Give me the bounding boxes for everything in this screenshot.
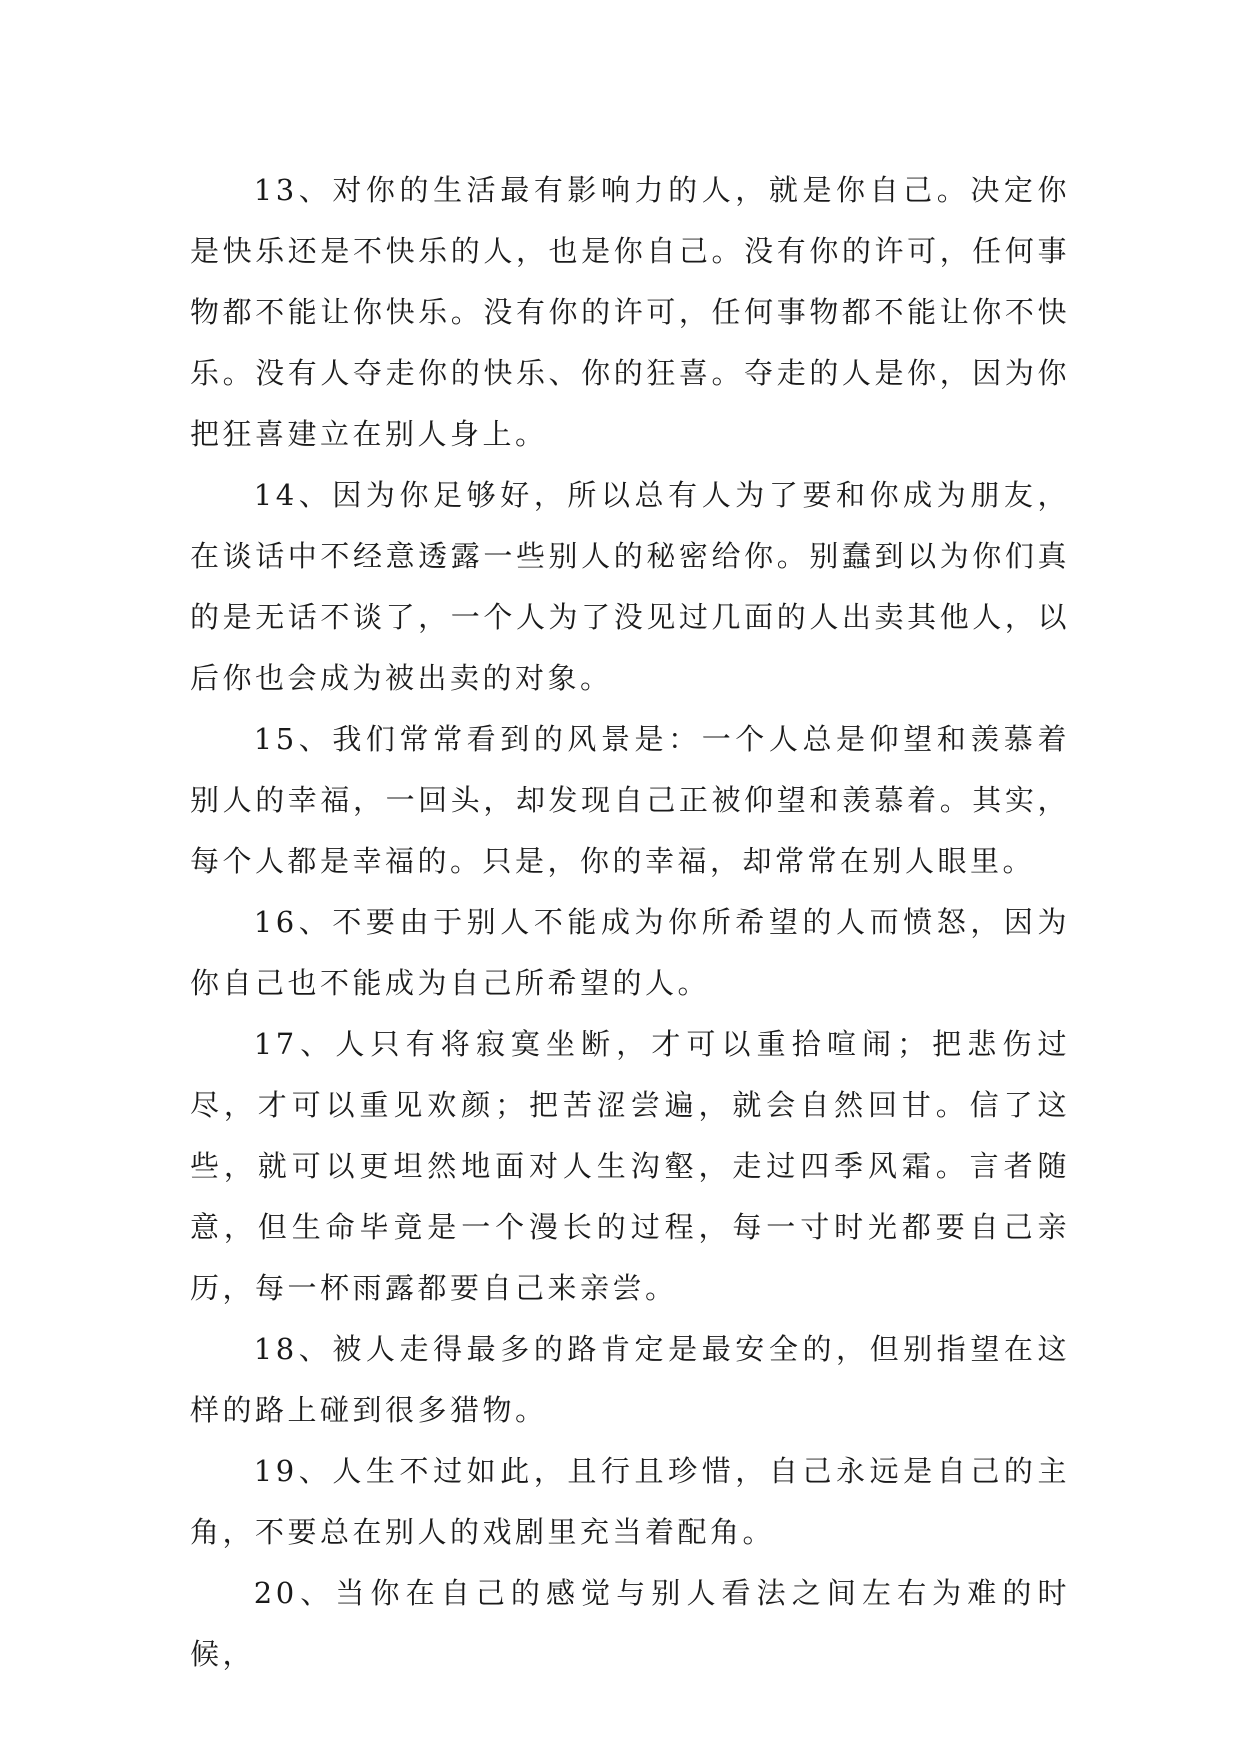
- paragraph-16: 16、不要由于别人不能成为你所希望的人而愤怒，因为你自己也不能成为自己所希望的人。: [190, 905, 1070, 1000]
- paragraph-15: 15、我们常常看到的风景是：一个人总是仰望和羡慕着别人的幸福，一回头，却发现自己正被仰望和羡慕着。其实，每个人都是幸福的。只是，你的幸福，却常常在别人眼里。: [190, 722, 1070, 878]
- paragraph-19: 19、人生不过如此，且行且珍惜，自己永远是自己的主角，不要总在别人的戏剧里充当着配角。: [190, 1454, 1070, 1549]
- paragraph-20: 20、当你在自己的感觉与别人看法之间左右为难的时候，: [190, 1576, 1070, 1671]
- document-body: [190, 160, 1070, 1685]
- paragraph-14: 14、因为你足够好，所以总有人为了要和你成为朋友，在谈话中不经意透露一些别人的秘密给你。别蠢到以为你们真的是无话不谈了，一个人为了没见过几面的人出卖其他人，以后你也会成为被出卖的对象。: [190, 478, 1070, 695]
- paragraph-17: 17、人只有将寂寞坐断，才可以重拾喧闹；把悲伤过尽，才可以重见欢颜；把苦涩尝遍，就会自然回甘。信了这些，就可以更坦然地面对人生沟壑，走过四季风霜。言者随意，但生命毕竟是一个漫长的过程，每一寸时光都要自己亲历，每一杯雨露都要自己来亲尝。: [190, 1027, 1070, 1305]
- paragraph-13: 13、对你的生活最有影响力的人，就是你自己。决定你是快乐还是不快乐的人，也是你自己。没有你的许可，任何事物都不能让你快乐。没有你的许可，任何事物都不能让你不快乐。没有人夺走你的快乐、你的狂喜。夺走的人是你，因为你把狂喜建立在别人身上。: [190, 173, 1070, 451]
- paragraph-18: 18、被人走得最多的路肯定是最安全的，但别指望在这样的路上碰到很多猎物。: [190, 1332, 1070, 1427]
